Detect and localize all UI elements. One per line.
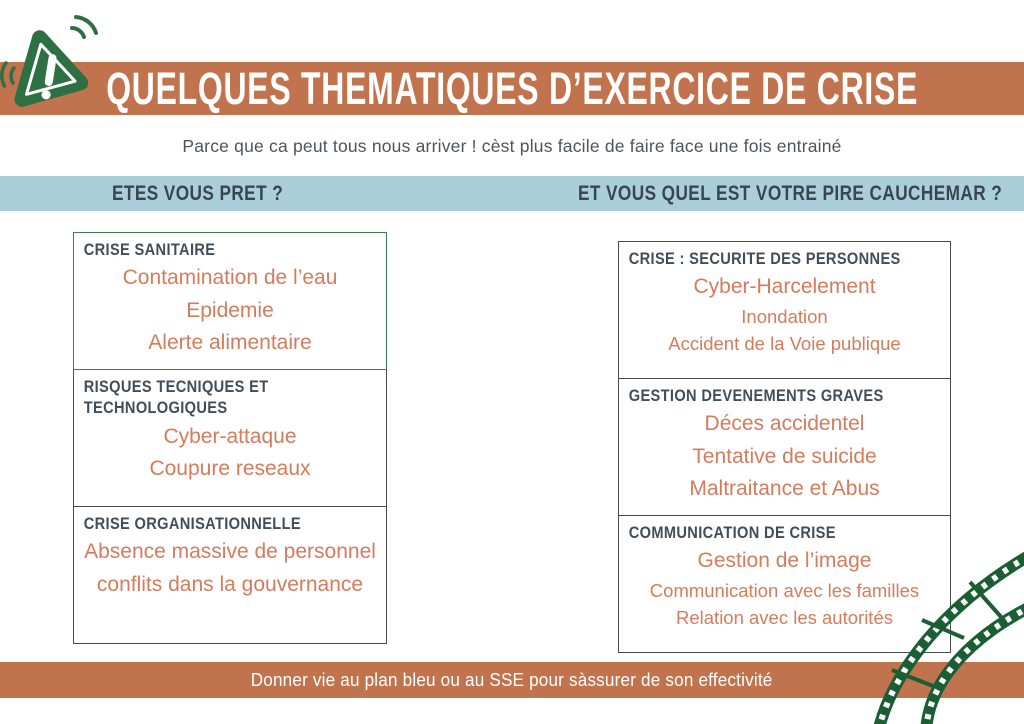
alarm-play-triangle-icon: [0, 12, 104, 124]
footer-bar: [0, 662, 1024, 698]
box-item-list: [621, 408, 948, 506]
box-title: CRISE ORGANISATIONNELLE: [83, 514, 301, 533]
column-right: [618, 241, 951, 653]
theme-item: conflits dans la gouvernance: [96, 572, 364, 596]
box-title: GESTION DEVENEMENTS GRAVES: [628, 386, 884, 405]
theme-item: Contamination de l’eau: [122, 266, 338, 290]
column-left: [73, 232, 387, 644]
box-item-list: [621, 545, 948, 631]
theme-item: Alerte alimentaire: [148, 331, 312, 355]
subtitle: Parce que ca peut tous nous arriver ! cèst plus facile de faire face une fois entrainé: [182, 136, 842, 156]
theme-item: Tentative de suicide: [692, 444, 877, 468]
theme-item: Inondation: [741, 305, 828, 327]
theme-item: Cyber-attaque: [163, 424, 297, 448]
question-left-label: ETES VOUS PRET ?: [112, 181, 284, 205]
theme-box: [618, 515, 951, 653]
question-right-label: ET VOUS QUEL EST VOTRE PIRE CAUCHEMAR ?: [578, 181, 1003, 205]
box-item-list: [76, 262, 384, 360]
box-item-list: [76, 536, 384, 601]
box-title: RISQUES TECNIQUES ET TECHNOLOGIQUES: [83, 377, 269, 418]
theme-box: [618, 241, 951, 379]
theme-item: Déces accidentel: [704, 412, 865, 436]
theme-item: Communication avec les familles: [649, 579, 920, 601]
box-title: COMMUNICATION DE CRISE: [628, 523, 836, 542]
theme-box: [618, 378, 951, 516]
theme-item: Coupure reseaux: [149, 457, 311, 481]
header-bar: [0, 62, 1024, 115]
theme-box: [73, 369, 387, 507]
theme-item: Cyber-Harcelement: [693, 275, 876, 299]
theme-box: [73, 506, 387, 644]
box-title: CRISE : SECURITE DES PERSONNES: [628, 249, 901, 268]
box-item-list: [621, 271, 948, 357]
question-right: [578, 176, 1024, 211]
question-left: [112, 176, 321, 211]
theme-box: [73, 232, 387, 370]
theme-item: Accident de la Voie publique: [668, 332, 901, 354]
theme-item: Relation avec les autorités: [676, 606, 893, 628]
page-title: QUELQUES THEMATIQUES D’EXERCICE DE CRISE: [106, 62, 918, 114]
question-band: [0, 176, 1024, 211]
theme-item: Gestion de l’image: [697, 549, 872, 573]
footer-text: Donner vie au plan bleu ou au SSE pour sàssurer de son effectivité: [251, 669, 773, 690]
box-item-list: [76, 421, 384, 486]
theme-item: Maltraitance et Abus: [689, 477, 880, 501]
theme-item: Epidemie: [186, 298, 274, 322]
box-title: CRISE SANITAIRE: [83, 240, 216, 259]
theme-item: Absence massive de personnel: [84, 540, 376, 564]
